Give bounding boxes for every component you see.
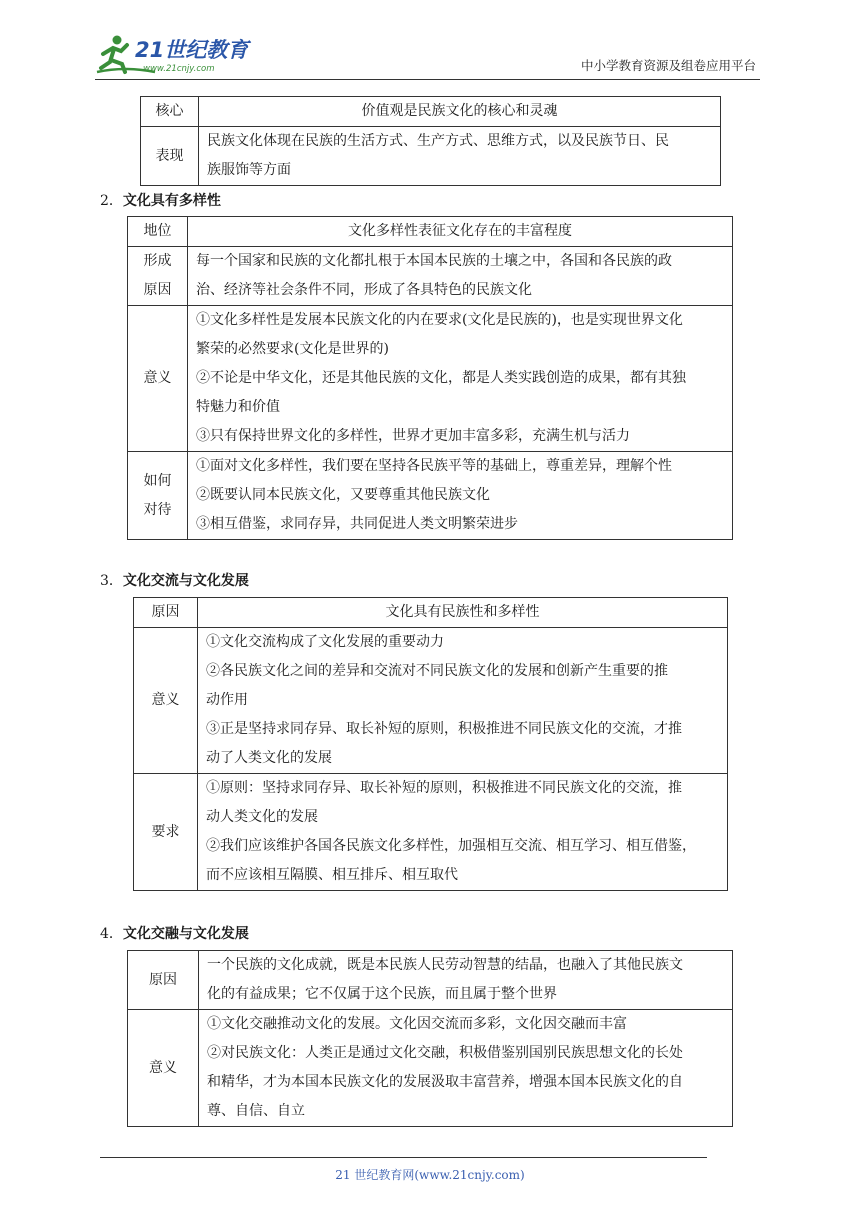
table-row	[134, 774, 728, 891]
table-row	[128, 452, 733, 540]
row-head: 如何 对待	[128, 452, 188, 540]
table-row	[128, 247, 733, 306]
table-fusion	[127, 950, 733, 1127]
table-row	[128, 306, 733, 452]
table-row	[134, 628, 728, 774]
footer-divider	[100, 1157, 707, 1158]
svg-text:www.21cnjy.com: www.21cnjy.com	[143, 64, 215, 74]
row-head: 核心	[141, 97, 199, 127]
row-content: ①文化交流构成了文化发展的重要动力 ②各民族文化之间的差异和交流对不同民族文化的发展和创新产生重要的推 动作用 ③正是坚持求同存异、取长补短的原则，积极推进不同民族文化的交流，才推 动了人类文化的发展	[198, 628, 728, 774]
table-diversity	[127, 216, 733, 540]
site-logo	[95, 32, 265, 76]
table-row	[128, 1010, 733, 1127]
row-content: ①文化多样性是发展本民族文化的内在要求(文化是民族的)，也是实现世界文化 繁荣的必然要求(文化是世界的) ②不论是中华文化，还是其他民族的文化，都是人类实践创造的成果，都有其独 特魅力和价值 ③只有保持世界文化的多样性，世界才更加丰富多彩，充满生机与活力	[188, 306, 733, 452]
row-head: 意义	[128, 1010, 199, 1127]
table-row	[128, 951, 733, 1010]
row-content: ①原则：坚持求同存异、取长补短的原则，积极推进不同民族文化的交流，推 动人类文化的发展 ②我们应该维护各国各民族文化多样性，加强相互交流、相互学习、相互借鉴， 而不应该相互隔膜、相互排斥、相互取代	[198, 774, 728, 891]
table-exchange	[133, 597, 728, 891]
section-title-4: 4．文化交融与文化发展	[100, 926, 249, 942]
svg-text:21世纪教育: 21世纪教育	[135, 38, 249, 62]
row-content: 民族文化体现在民族的生活方式、生产方式、思维方式，以及民族节日、民 族服饰等方面	[199, 127, 721, 186]
table-row	[141, 127, 721, 186]
row-head: 原因	[134, 598, 198, 628]
platform-name: 中小学教育资源及组卷应用平台	[580, 58, 756, 73]
row-head: 要求	[134, 774, 198, 891]
row-head: 表现	[141, 127, 199, 186]
row-content: 文化多样性表征文化存在的丰富程度	[188, 217, 733, 247]
footer-source: 21 世纪教育网(www.21cnjy.com)	[335, 1168, 525, 1182]
section-title-3: 3．文化交流与文化发展	[100, 573, 249, 589]
row-content: ①文化交融推动文化的发展。文化因交流而多彩，文化因交融而丰富 ②对民族文化：人类正是通过文化交融，积极借鉴别国别民族思想文化的长处 和精华，才为本国本民族文化的发展汲取丰富营养，增强本国本民族文化的自 尊、自信、自立	[199, 1010, 733, 1127]
table-row	[128, 217, 733, 247]
section-title-2: 2．文化具有多样性	[100, 193, 221, 209]
header-divider	[95, 79, 760, 80]
row-head: 意义	[128, 306, 188, 452]
row-head: 形成 原因	[128, 247, 188, 306]
table-row	[141, 97, 721, 127]
row-content: 价值观是民族文化的核心和灵魂	[199, 97, 721, 127]
row-content: 一个民族的文化成就，既是本民族人民劳动智慧的结晶，也融入了其他民族文 化的有益成果；它不仅属于这个民族，而且属于整个世界	[199, 951, 733, 1010]
row-content: 每一个国家和民族的文化都扎根于本国本民族的土壤之中，各国和各民族的政 治、经济等社会条件不同，形成了各具特色的民族文化	[188, 247, 733, 306]
row-content: ①面对文化多样性，我们要在坚持各民族平等的基础上，尊重差异，理解个性 ②既要认同本民族文化，又要尊重其他民族文化 ③相互借鉴，求同存异，共同促进人类文明繁荣进步	[188, 452, 733, 540]
row-head: 地位	[128, 217, 188, 247]
row-head: 原因	[128, 951, 199, 1010]
table-ethnic-culture	[140, 96, 721, 186]
page-header	[95, 28, 760, 80]
row-content: 文化具有民族性和多样性	[198, 598, 728, 628]
row-head: 意义	[134, 628, 198, 774]
table-row	[134, 598, 728, 628]
